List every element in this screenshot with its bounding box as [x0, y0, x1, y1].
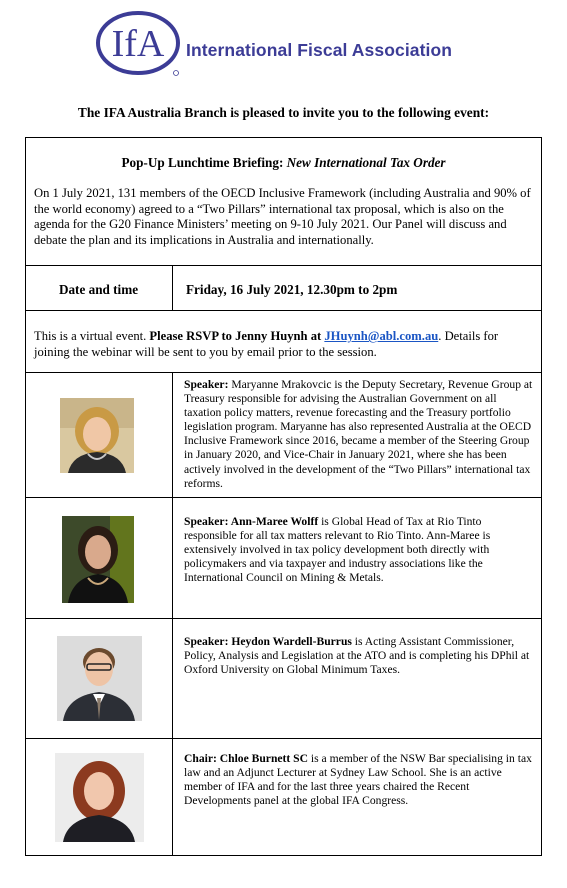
row-divider: [26, 738, 541, 739]
row-divider: [26, 310, 541, 311]
invitation-heading: The IFA Australia Branch is pleased to invite you to the following event:: [77, 105, 490, 120]
logo-lettering: IfA: [111, 23, 165, 65]
column-divider: [172, 372, 173, 856]
row-divider: [26, 265, 541, 266]
speaker-photo: [57, 636, 142, 721]
event-title: Pop-Up Lunchtime Briefing: New International Tax Order: [121, 155, 446, 170]
row-divider: [26, 372, 541, 373]
speaker-photo: [60, 398, 134, 473]
chair-photo: [55, 753, 144, 842]
rsvp-email-link[interactable]: JHuynh@abl.com.au: [324, 329, 439, 343]
event-table: [25, 137, 542, 856]
speaker-bio: Speaker: Ann-Maree Wolff is Global Head of Tax at Rio Tinto responsible for all tax matters relevant to Rio Tinto. Ann-Maree is extensively involved in tax policy development both directly with policymakers and via taxpayer and industry associations like the International Council on Mining & Metals.: [184, 515, 491, 585]
chair-bio: Chair: Chloe Burnett SC is a member of the NSW Bar specialising in tax law and an Adjunct Lecturer at Sydney Law School. She is an active member of IFA and for the last three years chaired the Recent Developments panel at the global IFA Congress.: [184, 752, 532, 808]
date-label: Date and time: [58, 282, 139, 297]
row-divider: [26, 618, 541, 619]
event-description: On 1 July 2021, 131 members of the OECD Inclusive Framework (including Australia and 90% of the world economy) agreed to a “Two Pillars” international tax proposal, which is also on the agenda for the G20 Finance Ministers’ meeting on 9-10 July 2021. Our Panel will discuss and debate the plan and its implications in Australia and internationally.: [34, 186, 531, 247]
speaker-photo: [62, 516, 134, 603]
organization-name: International Fiscal Association: [186, 40, 453, 60]
rsvp-text: This is a virtual event. Please RSVP to Jenny Huynh at JHuynh@abl.com.au. Details for joining the webinar will be sent to you by email prior to the session.: [34, 329, 499, 359]
speaker-bio: Speaker: Maryanne Mrakovcic is the Deputy Secretary, Revenue Group at Treasury responsible for advising the Australian Government on all taxation policy matters, revenue forecasting and the Treasury portfolio legislation program. Maryanne has also represented Australia at the OECD Inclusive Framework since 2016, became a member of the Steering Group in January 2020, and Vice-Chair in January 2021, where she has been actively involved in the development of the “Two Pillars” international tax reforms.: [184, 378, 533, 490]
speaker-bio: Speaker: Heydon Wardell-Burrus is Acting Assistant Commissioner, Policy, Analysis and Legislation at the ATO and is completing his DPhil at Oxford University on Global Minimum Taxes.: [184, 635, 530, 677]
ifa-logo: [96, 11, 186, 77]
date-value: Friday, 16 July 2021, 12.30pm to 2pm: [186, 282, 398, 297]
column-divider: [172, 265, 173, 310]
row-divider: [26, 497, 541, 498]
